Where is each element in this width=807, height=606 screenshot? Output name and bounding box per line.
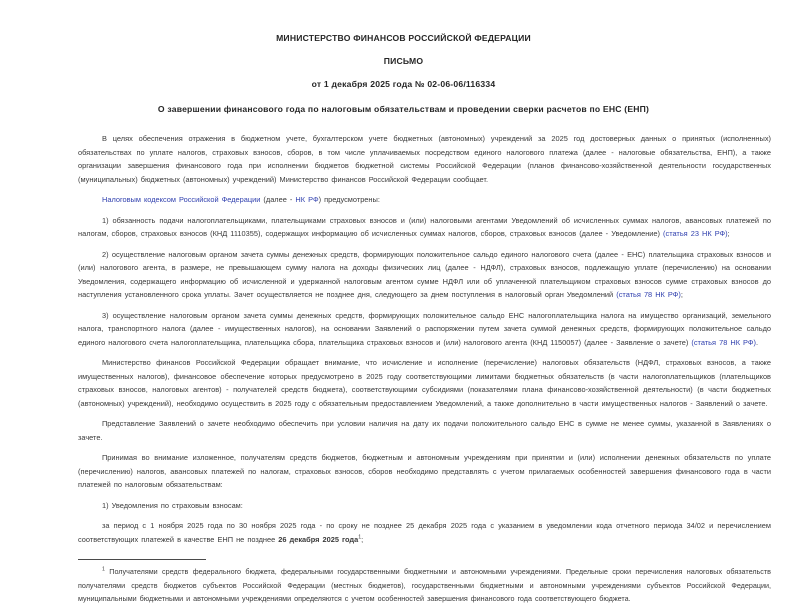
footnote-text	[78, 565, 771, 606]
document-body	[0, 114, 807, 546]
paragraph-prinimaya	[78, 451, 771, 492]
footnote-marker: 1	[358, 534, 362, 541]
text-run: В целях обеспечения отражения в бюджетном учете, бухгалтерском учете бюджетных (автономных) учреждений за 2025 год достоверных данных о принятых (исполненных) обязательствах по уплате налогов, страховых взносов, сборов, в том числе уплачиваемых посредством единого налогового платежа (далее - налоговые обязательства, ЕНП), а также организации завершения финансового года при исполнении бюджетов бюджетной системы Российской Федерации (планов финансово-хозяйственной деятельности государственных (муниципальных) бюджетных (автономных) учреждений) Министерство финансов Российской Федерации сообщает.	[78, 134, 771, 184]
document-date-number: от 1 декабря 2025 года № 02-06-06/116334	[311, 79, 496, 89]
paragraph-item-2	[78, 248, 771, 302]
legal-reference-link[interactable]: (статья 78 НК РФ)	[616, 290, 681, 299]
text-run: 3) осуществление налоговым органом зачета суммы денежных средств, формирующих положительное сальдо ЕНС налогоплательщика налога на имущество организаций, земельного налога, транспортного налога (далее - имущественных налогов), на основании Заявлений о распоряжении путем зачета суммой денежных средств, формирующих положительное сальдо единого налогового счета налогоплательщика, плательщика сбора, плательщика страховых взносов и (или) налогового агента (КНД 1150057) (далее - Заявление о зачете)	[78, 310, 771, 347]
legal-reference-link[interactable]: (статья 78 НК РФ)	[691, 337, 756, 347]
text-run: Представление Заявлений о зачете необходимо обеспечить при условии наличия на дату их подачи положительного сальдо ЕНС в сумме не менее суммы, указанной в Заявлениях о зачете.	[78, 419, 771, 442]
text-run: 2) осуществление налоговым органом зачета суммы денежных средств, формирующих положительное сальдо единого налогового счета (далее - ЕНС) плательщика страховых взносов и (или) налогового агента, в размере, не превышающем сумму налога на доходы физических лиц (далее - НДФЛ), страховых взносов, подлежащую уплате (перечислению) на основании Уведомления, содержащего информацию об исчисленной и удержанной налоговым агентом сумме НДФЛ или об уплаченной плательщиком страховых взносов сумме страховых взносов до наступления установленного срока уплаты. Зачет осуществляется не позднее дня, следующего за днем поступления в налоговый орган Уведомлений	[78, 249, 771, 299]
text-run: 1) обязанность подачи налогоплательщиками, плательщиками страховых взносов и (или) налоговыми агентами Уведомлений об исчисленных суммах налогов, авансовых платежей по налогам, сборов, страховых взносов (КНД 1110355), содержащих информацию об исчисленных суммах налогов, сборов, страховых взносов (далее - Уведомление)	[78, 215, 771, 238]
text-run: Получателями средств федерального бюджета, федеральными государственными бюджетными и автономными учреждениями. Предельные сроки перечисления налоговых обязательств получателями средств бюджетов субъектов Российской Федерации (местных бюджетов), государственными бюджетными и автономными учреждениями субъектов Российской Федерации, муниципальными бюджетными и автономными учреждениями определяются с учетом особенностей завершения финансового года соответствующего бюджета.	[78, 567, 771, 603]
ministry-name: МИНИСТЕРСТВО ФИНАНСОВ РОССИЙСКОЙ ФЕДЕРАЦИИ	[276, 33, 531, 43]
paragraph-nk-rf-intro	[78, 193, 771, 207]
text-run: ;	[727, 229, 730, 238]
document-title: О завершении финансового года по налоговым обязательствам и проведении сверки расчетов по ЕНС (ЕНП)	[157, 104, 650, 114]
text-run: 1) Уведомления по страховым взносам:	[102, 500, 243, 510]
text-run: Министерство финансов Российской Федерации обращает внимание, что исчисление и исполнение (перечисление) налоговых обязательств (НДФЛ, страховых взносов, а также имущественных налогов), финансовое обеспечение которых предусмотрено в 2025 году соответствующими лимитами бюджетных обязательств (в части налогоплательщиков (плательщиков страховых взносов, налоговых агентов) - получателей средств бюджета), соответствующими субсидиями (показателями плана финансово-хозяйственной деятельности) (в части бюджетных (автономных) учреждений), необходимо осуществить в 2025 году с обязательным предоставлением Уведомлений, а также дополнительно в части имущественных налогов - Заявлений о зачете.	[78, 358, 771, 408]
legal-reference-link[interactable]: Налоговым кодексом Российской Федерации	[102, 195, 261, 204]
text-run: ) предусмотрены:	[318, 195, 380, 204]
text-run: Принимая во внимание изложенное, получателям средств бюджетов, бюджетным и автономным учреждениям при принятии и (или) исполнении денежных обязательств по уплате (перечислению) налогов, авансовых платежей по налогам, страховых взносов, сборов необходимо представлять с учетом прилагаемых особенностей завершения финансового года в части платежей по налоговым обязательствам:	[78, 453, 771, 489]
legal-reference-link[interactable]: НК РФ	[295, 195, 319, 204]
paragraph-intro	[78, 132, 771, 186]
document-header	[0, 0, 807, 114]
paragraph-minfin-attention	[78, 356, 771, 410]
paragraph-period	[78, 519, 771, 546]
footnote-divider	[78, 559, 206, 560]
paragraph-item-1	[78, 214, 771, 241]
footnote-marker: 1	[102, 566, 105, 573]
paragraph-zayavleniya-uslovie	[78, 417, 771, 444]
footnote-body	[78, 565, 771, 606]
text-run: (далее -	[260, 195, 296, 204]
legal-reference-link[interactable]: (статья 23 НК РФ)	[663, 229, 728, 238]
footnote-section	[0, 553, 807, 606]
text-run: ;	[680, 290, 683, 299]
paragraph-uvedomleniya-header	[78, 499, 771, 513]
paragraph-item-3	[78, 309, 771, 350]
text-run: ;	[361, 534, 364, 544]
text-run: .	[755, 337, 759, 347]
text-run: 26 декабря 2025 года	[278, 534, 359, 544]
document-type: ПИСЬМО	[383, 56, 424, 66]
text-run: за период с 1 ноября 2025 года по 30 ноября 2025 года - по сроку не позднее 25 декабря 2025 года с указанием в уведомлении кода отчетного периода 34/02 и перечислением соответствующих платежей в качестве ЕНП не позднее	[78, 521, 771, 544]
